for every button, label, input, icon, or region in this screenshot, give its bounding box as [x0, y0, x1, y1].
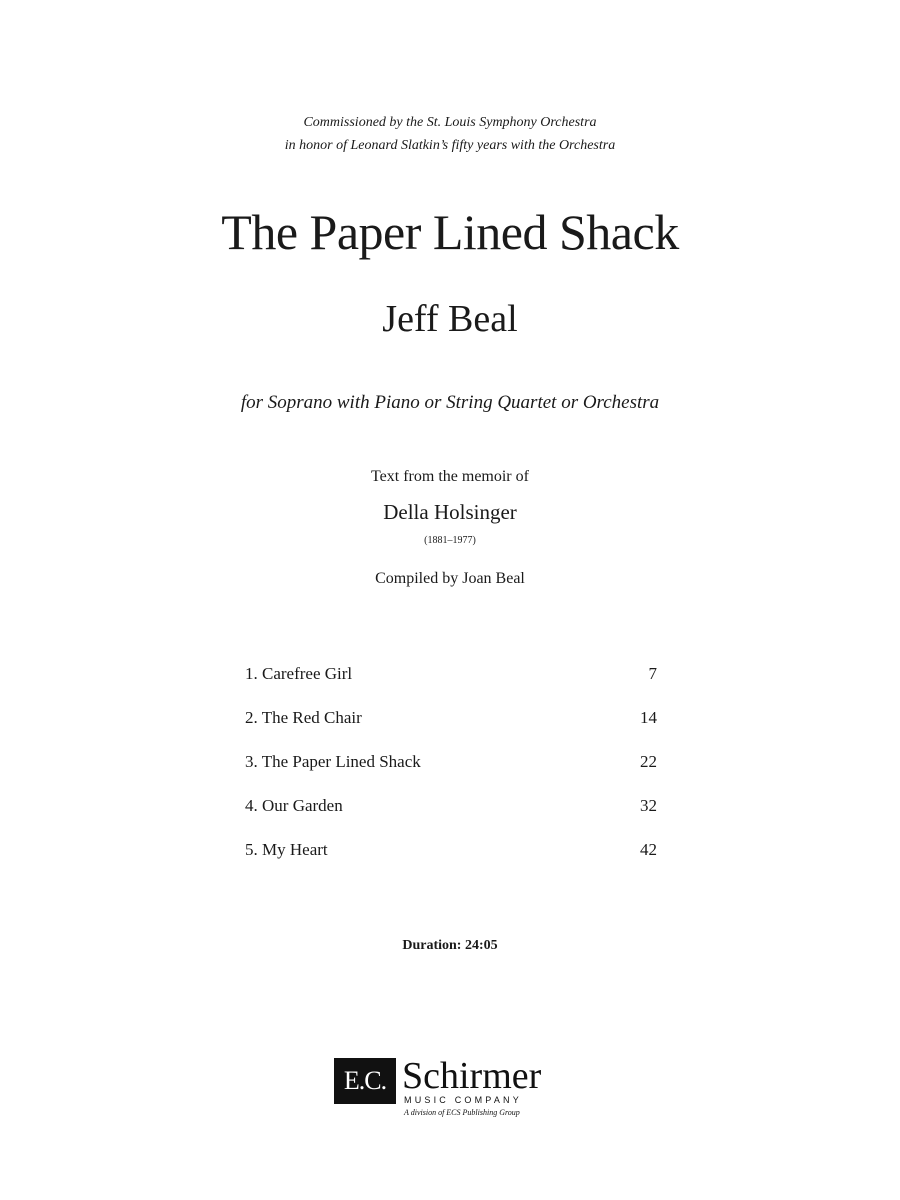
work-title: The Paper Lined Shack	[221, 204, 679, 260]
composer-name: Jeff Beal	[382, 298, 518, 340]
compiled-by: Compiled by Joan Beal	[375, 570, 525, 587]
text-source-intro: Text from the memoir of	[371, 468, 529, 485]
toc-item-title: 1. Carefree Girl	[245, 664, 353, 683]
table-of-contents	[245, 662, 657, 882]
commission-note	[0, 111, 900, 157]
commission-line-1: Commissioned by the St. Louis Symphony Orchestra	[303, 115, 597, 130]
toc-item-title: 4. Our Garden	[245, 796, 343, 815]
toc-item	[245, 838, 657, 882]
toc-item	[245, 706, 657, 750]
instrumentation: for Soprano with Piano or String Quartet or Orchestra	[240, 392, 660, 413]
toc-item	[245, 750, 657, 794]
duration: Duration: 24:05	[402, 938, 498, 953]
toc-item-page: 42	[640, 840, 657, 859]
toc-item	[245, 662, 657, 706]
toc-item-title: 2. The Red Chair	[245, 708, 362, 727]
author-dates: (1881–1977)	[424, 535, 476, 546]
publisher-subtitle: MUSIC COMPANY	[404, 1095, 522, 1105]
toc-item-title: 3. The Paper Lined Shack	[245, 752, 421, 771]
text-author: Della Holsinger	[383, 500, 517, 524]
toc-item-page: 14	[640, 708, 657, 727]
publisher-logo-mark: E.C.	[334, 1058, 396, 1104]
publisher-logo	[334, 1055, 574, 1124]
toc-item-page: 32	[640, 796, 657, 815]
toc-item-page: 7	[648, 664, 657, 683]
publisher-name: Schirmer	[402, 1055, 542, 1097]
toc-item-title: 5. My Heart	[245, 840, 328, 859]
publisher-division: A division of ECS Publishing Group	[404, 1108, 520, 1117]
toc-item-page: 22	[640, 752, 657, 771]
commission-line-2: in honor of Leonard Slatkin’s fifty years with the Orchestra	[284, 138, 616, 153]
toc-item	[245, 794, 657, 838]
